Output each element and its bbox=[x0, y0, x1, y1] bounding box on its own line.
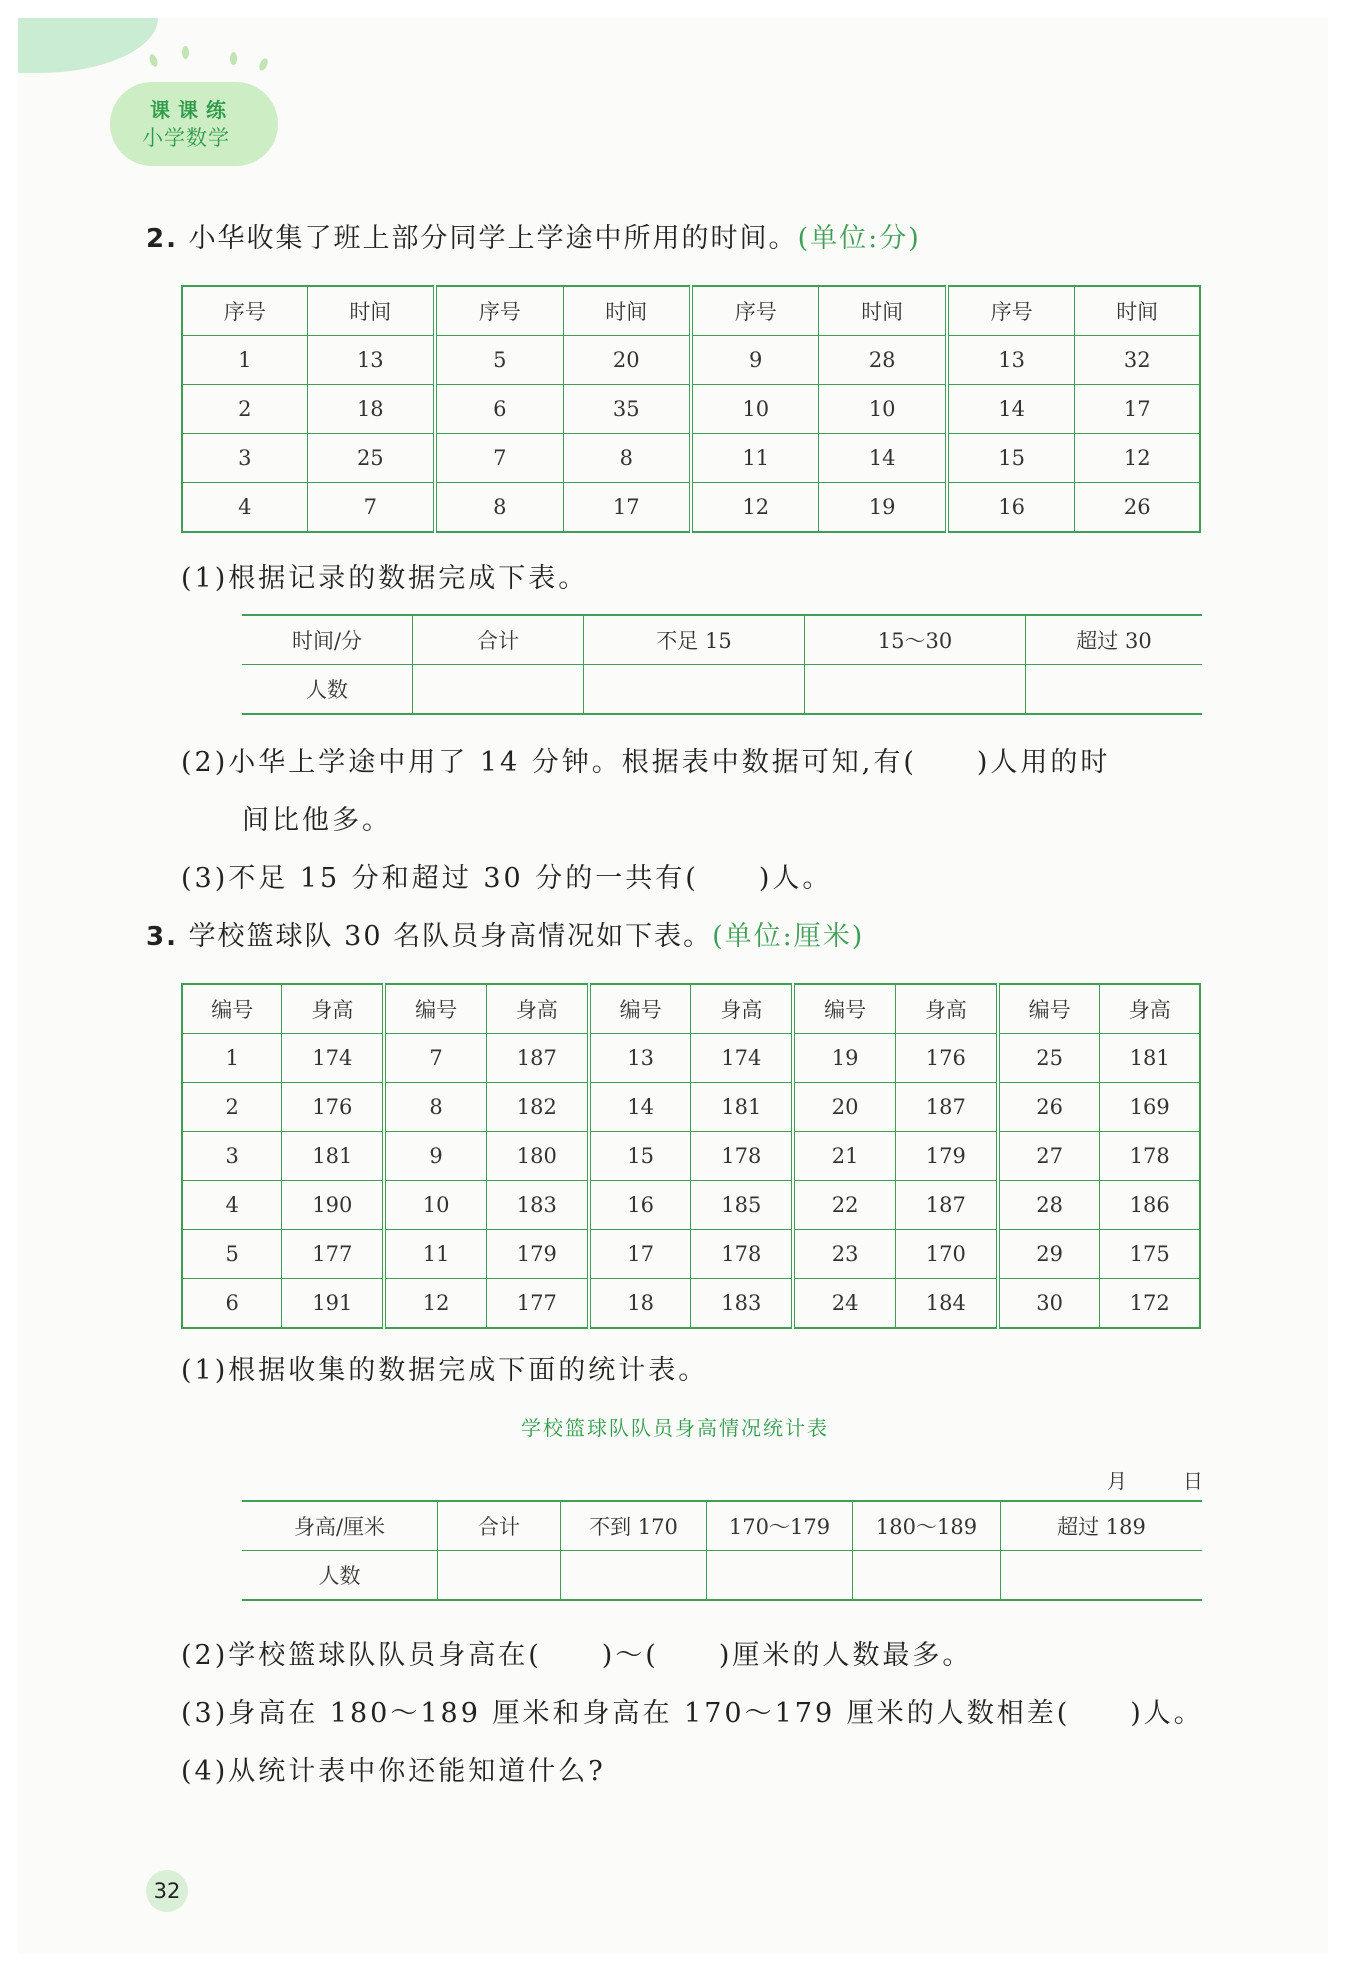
table-header-cell: 超过 189 bbox=[1001, 1501, 1203, 1551]
table-cell: 16 bbox=[589, 1181, 691, 1230]
table-cell: 10 bbox=[384, 1181, 486, 1230]
table-cell: 17 bbox=[589, 1230, 691, 1279]
table-cell: 7 bbox=[307, 483, 435, 533]
table-cell: 20 bbox=[793, 1083, 895, 1132]
q2-sub2-line1: (2)小华上学途中用了 14 分钟。根据表中数据可知,有( )人用的时 bbox=[181, 747, 1111, 778]
date-day-label: 日 bbox=[1183, 1469, 1203, 1493]
table-header-cell: 身高 bbox=[895, 984, 997, 1034]
answer-cell[interactable] bbox=[413, 665, 584, 715]
table-cell: 4 bbox=[182, 1181, 282, 1230]
table-header-row bbox=[242, 1501, 1202, 1551]
question-3-title bbox=[146, 914, 864, 953]
table-cell: 19 bbox=[819, 483, 947, 533]
table-header-cell: 15～30 bbox=[805, 615, 1026, 665]
answer-cell[interactable] bbox=[584, 665, 805, 715]
droplet-icon bbox=[182, 46, 189, 59]
table-cell: 177 bbox=[282, 1230, 384, 1279]
answer-cell[interactable] bbox=[561, 1551, 707, 1601]
q2-sub3: (3)不足 15 分和超过 30 分的一共有( )人。 bbox=[181, 863, 833, 894]
table-cell: 14 bbox=[589, 1083, 691, 1132]
table-row bbox=[182, 1083, 1200, 1132]
q3-sub2: (2)学校篮球队队员身高在( )～( )厘米的人数最多。 bbox=[181, 1640, 973, 1671]
q3-sub4: (4)从统计表中你还能知道什么? bbox=[181, 1756, 606, 1787]
table-cell: 22 bbox=[793, 1181, 895, 1230]
table-cell: 181 bbox=[1100, 1034, 1200, 1083]
answer-cell[interactable] bbox=[805, 665, 1026, 715]
table-row bbox=[242, 665, 1202, 715]
table-header-cell: 身高/厘米 bbox=[242, 1501, 438, 1551]
table-cell: 2 bbox=[182, 385, 307, 434]
table-cell: 23 bbox=[793, 1230, 895, 1279]
table-header-cell: 序号 bbox=[947, 286, 1075, 336]
droplet-icon bbox=[230, 52, 237, 65]
q3-sub1: (1)根据收集的数据完成下面的统计表。 bbox=[181, 1355, 709, 1386]
q2-summary-table bbox=[242, 614, 1202, 715]
table-row-label: 人数 bbox=[242, 1551, 438, 1601]
commute-time-table bbox=[181, 285, 1201, 533]
table-cell: 15 bbox=[947, 434, 1075, 483]
table-cell: 13 bbox=[307, 336, 435, 385]
table-cell: 19 bbox=[793, 1034, 895, 1083]
table-cell: 186 bbox=[1100, 1181, 1200, 1230]
table-header-cell: 编号 bbox=[182, 984, 282, 1034]
table-cell: 16 bbox=[947, 483, 1075, 533]
table-cell: 13 bbox=[589, 1034, 691, 1083]
table-header-cell: 时间 bbox=[1075, 286, 1200, 336]
table-cell: 8 bbox=[384, 1083, 486, 1132]
table-cell: 181 bbox=[282, 1132, 384, 1181]
table-cell: 15 bbox=[589, 1132, 691, 1181]
table-row bbox=[182, 434, 1200, 483]
table-cell: 5 bbox=[435, 336, 563, 385]
table-cell: 29 bbox=[998, 1230, 1100, 1279]
question-text: 小华收集了班上部分同学上学途中所用的时间。 bbox=[188, 223, 798, 254]
table-cell: 183 bbox=[691, 1279, 793, 1329]
table-header-cell: 合计 bbox=[438, 1501, 561, 1551]
table-cell: 32 bbox=[1075, 336, 1200, 385]
table-cell: 8 bbox=[563, 434, 691, 483]
table-row bbox=[182, 1132, 1200, 1181]
table-cell: 12 bbox=[1075, 434, 1200, 483]
table-cell: 25 bbox=[307, 434, 435, 483]
answer-cell[interactable] bbox=[853, 1551, 1001, 1601]
table-header-cell: 不足 15 bbox=[584, 615, 805, 665]
table-row-label: 人数 bbox=[242, 665, 413, 715]
table-cell: 6 bbox=[435, 385, 563, 434]
q3-sub3: (3)身高在 180～189 厘米和身高在 170～179 厘米的人数相差( )人。 bbox=[181, 1698, 1204, 1729]
table-header-cell: 编号 bbox=[793, 984, 895, 1034]
table-cell: 176 bbox=[895, 1034, 997, 1083]
table-cell: 10 bbox=[819, 385, 947, 434]
date-month-label: 月 bbox=[1107, 1469, 1127, 1493]
table-header-cell: 编号 bbox=[589, 984, 691, 1034]
table-cell: 6 bbox=[182, 1279, 282, 1329]
table-cell: 176 bbox=[282, 1083, 384, 1132]
table-cell: 177 bbox=[486, 1279, 588, 1329]
brand-badge bbox=[110, 72, 278, 168]
table-header-row bbox=[182, 286, 1200, 336]
unit-note: (单位:厘米) bbox=[712, 921, 865, 952]
table-cell: 190 bbox=[282, 1181, 384, 1230]
table-header-cell: 身高 bbox=[691, 984, 793, 1034]
table-cell: 187 bbox=[895, 1083, 997, 1132]
table-header-cell: 时间 bbox=[819, 286, 947, 336]
table-cell: 179 bbox=[486, 1230, 588, 1279]
table-cell: 24 bbox=[793, 1279, 895, 1329]
table-row bbox=[182, 385, 1200, 434]
table-cell: 28 bbox=[998, 1181, 1100, 1230]
table-cell: 18 bbox=[589, 1279, 691, 1329]
answer-cell[interactable] bbox=[1026, 665, 1203, 715]
stat-table-title: 学校篮球队队员身高情况统计表 bbox=[521, 1416, 829, 1440]
q2-sub1: (1)根据记录的数据完成下表。 bbox=[181, 563, 589, 594]
answer-cell[interactable] bbox=[438, 1551, 561, 1601]
table-cell: 12 bbox=[691, 483, 819, 533]
table-cell: 5 bbox=[182, 1230, 282, 1279]
table-row bbox=[182, 336, 1200, 385]
question-number: 2. bbox=[146, 224, 178, 254]
table-cell: 14 bbox=[947, 385, 1075, 434]
table-cell: 10 bbox=[691, 385, 819, 434]
table-header-cell: 身高 bbox=[1100, 984, 1200, 1034]
unit-note: (单位:分) bbox=[797, 223, 921, 254]
table-cell: 178 bbox=[1100, 1132, 1200, 1181]
table-cell: 185 bbox=[691, 1181, 793, 1230]
table-row bbox=[182, 1034, 1200, 1083]
table-cell: 3 bbox=[182, 1132, 282, 1181]
q2-sub2-line2: 间比他多。 bbox=[242, 805, 392, 836]
table-header-cell: 超过 30 bbox=[1026, 615, 1203, 665]
table-cell: 12 bbox=[384, 1279, 486, 1329]
table-cell: 21 bbox=[793, 1132, 895, 1181]
table-cell: 181 bbox=[691, 1083, 793, 1132]
table-row bbox=[242, 1551, 1202, 1601]
table-cell: 9 bbox=[691, 336, 819, 385]
table-header-cell: 序号 bbox=[691, 286, 819, 336]
table-header-row bbox=[182, 984, 1200, 1034]
table-cell: 179 bbox=[895, 1132, 997, 1181]
table-cell: 169 bbox=[1100, 1083, 1200, 1132]
page-number: 32 bbox=[146, 1870, 188, 1912]
table-cell: 187 bbox=[486, 1034, 588, 1083]
table-cell: 3 bbox=[182, 434, 307, 483]
table-header-cell: 合计 bbox=[413, 615, 584, 665]
table-cell: 26 bbox=[998, 1083, 1100, 1132]
table-header-cell: 身高 bbox=[282, 984, 384, 1034]
table-cell: 191 bbox=[282, 1279, 384, 1329]
answer-cell[interactable] bbox=[707, 1551, 853, 1601]
table-cell: 178 bbox=[691, 1230, 793, 1279]
table-header-cell: 序号 bbox=[182, 286, 307, 336]
height-data-table bbox=[181, 983, 1201, 1329]
table-row bbox=[182, 1181, 1200, 1230]
table-header-cell: 时间/分 bbox=[242, 615, 413, 665]
table-header-cell: 编号 bbox=[998, 984, 1100, 1034]
table-cell: 180 bbox=[486, 1132, 588, 1181]
brand-title: 课课练 bbox=[150, 98, 234, 122]
table-cell: 26 bbox=[1075, 483, 1200, 533]
table-row bbox=[182, 483, 1200, 533]
brand-subtitle: 小学数学 bbox=[142, 126, 230, 150]
table-cell: 17 bbox=[1075, 385, 1200, 434]
table-header-cell: 时间 bbox=[307, 286, 435, 336]
table-cell: 175 bbox=[1100, 1230, 1200, 1279]
question-text: 学校篮球队 30 名队员身高情况如下表。 bbox=[188, 921, 713, 952]
table-cell: 1 bbox=[182, 336, 307, 385]
question-number: 3. bbox=[146, 922, 178, 952]
table-cell: 7 bbox=[384, 1034, 486, 1083]
table-header-cell: 170～179 bbox=[707, 1501, 853, 1551]
table-header-cell: 身高 bbox=[486, 984, 588, 1034]
table-cell: 184 bbox=[895, 1279, 997, 1329]
table-cell: 9 bbox=[384, 1132, 486, 1181]
table-cell: 172 bbox=[1100, 1279, 1200, 1329]
table-cell: 174 bbox=[691, 1034, 793, 1083]
table-cell: 30 bbox=[998, 1279, 1100, 1329]
table-cell: 35 bbox=[563, 385, 691, 434]
table-cell: 25 bbox=[998, 1034, 1100, 1083]
table-header-cell: 180～189 bbox=[853, 1501, 1001, 1551]
table-header-cell: 编号 bbox=[384, 984, 486, 1034]
table-cell: 183 bbox=[486, 1181, 588, 1230]
table-cell: 174 bbox=[282, 1034, 384, 1083]
table-cell: 8 bbox=[435, 483, 563, 533]
table-cell: 20 bbox=[563, 336, 691, 385]
table-header-cell: 序号 bbox=[435, 286, 563, 336]
table-cell: 170 bbox=[895, 1230, 997, 1279]
table-cell: 2 bbox=[182, 1083, 282, 1132]
table-cell: 1 bbox=[182, 1034, 282, 1083]
table-cell: 7 bbox=[435, 434, 563, 483]
table-cell: 182 bbox=[486, 1083, 588, 1132]
table-row bbox=[182, 1230, 1200, 1279]
table-header-cell: 不到 170 bbox=[561, 1501, 707, 1551]
corner-decoration bbox=[18, 18, 158, 73]
table-header-cell: 时间 bbox=[563, 286, 691, 336]
question-2-title bbox=[146, 216, 921, 255]
table-cell: 11 bbox=[691, 434, 819, 483]
table-cell: 17 bbox=[563, 483, 691, 533]
q3-summary-table bbox=[242, 1500, 1202, 1601]
table-header-row bbox=[242, 615, 1202, 665]
table-cell: 187 bbox=[895, 1181, 997, 1230]
table-cell: 18 bbox=[307, 385, 435, 434]
table-row bbox=[182, 1279, 1200, 1329]
table-cell: 28 bbox=[819, 336, 947, 385]
table-cell: 14 bbox=[819, 434, 947, 483]
table-cell: 4 bbox=[182, 483, 307, 533]
answer-cell[interactable] bbox=[1001, 1551, 1203, 1601]
table-cell: 27 bbox=[998, 1132, 1100, 1181]
table-cell: 11 bbox=[384, 1230, 486, 1279]
table-cell: 178 bbox=[691, 1132, 793, 1181]
table-cell: 13 bbox=[947, 336, 1075, 385]
